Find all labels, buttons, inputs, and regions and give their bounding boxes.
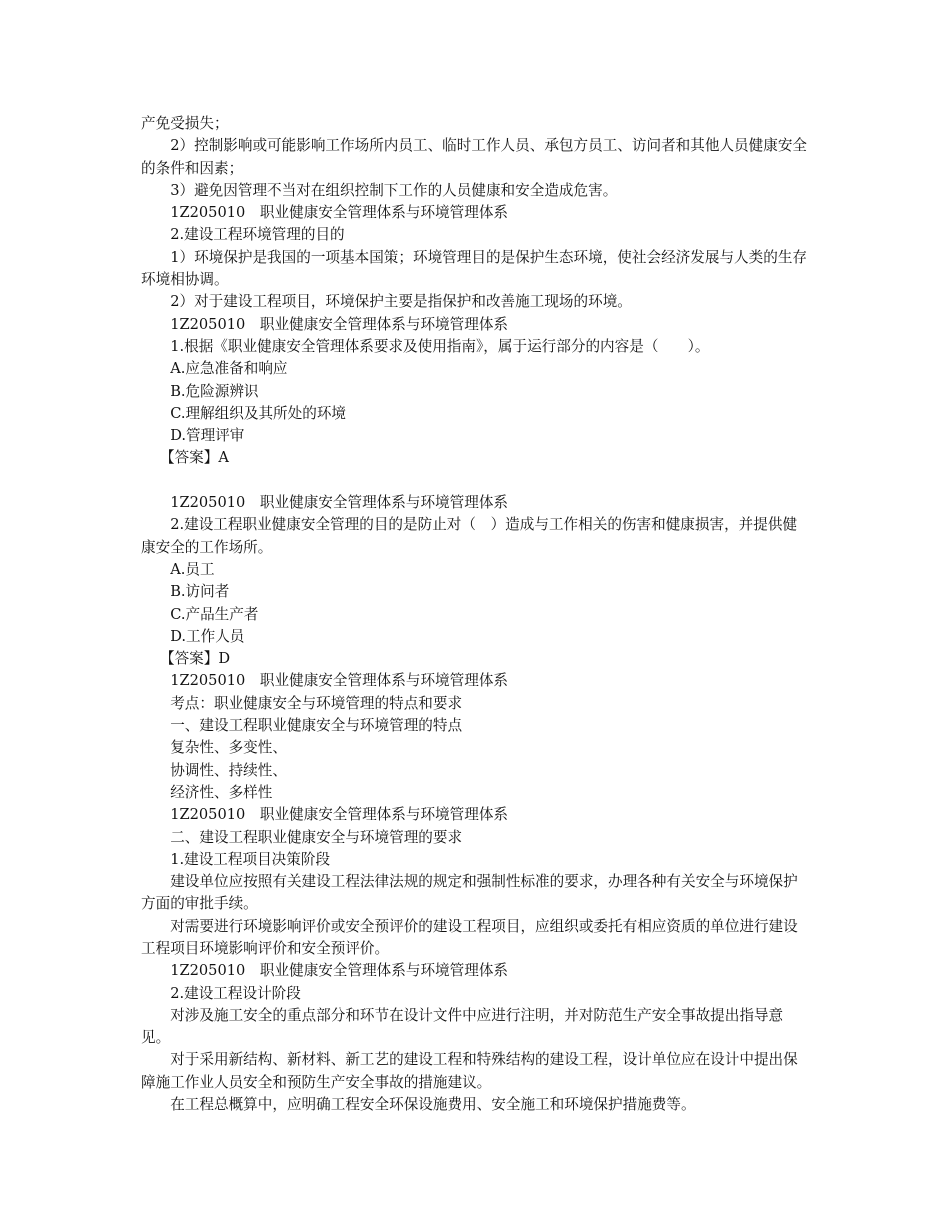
list-item: 经济性、多样性 [170, 783, 273, 801]
option: B.危险源辨识 [170, 382, 259, 400]
option: B.访问者 [170, 583, 230, 601]
option: A.员工 [170, 560, 215, 578]
option: C.产品生产者 [170, 605, 259, 623]
paragraph: 对于采用新结构、新材料、新工艺的建设工程和特殊结构的建设工程，设计单位应在设计中提出保障施工作业人员安全和预防生产安全事故的措施建议。 [141, 1051, 798, 1091]
document-page [141, 113, 811, 1116]
answer: 【答案】A [159, 449, 229, 467]
list-item: 协调性、持续性、 [170, 761, 287, 779]
question: 2.建设工程职业健康安全管理的目的是防止对（ ）造成与工作相关的伤害和健康损害，并提供健康安全的工作场所。 [141, 516, 798, 556]
section-code-heading: 1Z205010 职业健康安全管理体系与环境管理体系 [170, 315, 509, 333]
sub-heading: 2.建设工程设计阶段 [170, 984, 301, 1002]
option: A.应急准备和响应 [170, 360, 288, 378]
sub-heading: 二、建设工程职业健康安全与环境管理的要求 [170, 828, 463, 846]
question: 1.根据《职业健康安全管理体系要求及使用指南》，属于运行部分的内容是（ ）。 [170, 337, 710, 355]
paragraph: 对涉及施工安全的重点部分和环节在设计文件中应进行注明，并对防范生产安全事故提出指导意见。 [141, 1006, 784, 1047]
topic-heading: 考点：职业健康安全与环境管理的特点和要求 [170, 694, 463, 712]
paragraph: 1）环境保护是我国的一项基本国策；环境管理目的是保护生态环境，使社会经济发展与人类的生存环境相协调。 [141, 248, 808, 289]
paragraph: 3）避免因管理不当对在组织控制下工作的人员健康和安全造成危害。 [170, 181, 618, 199]
section-code-heading: 1Z205010 职业健康安全管理体系与环境管理体系 [170, 962, 509, 980]
section-code-heading: 1Z205010 职业健康安全管理体系与环境管理体系 [170, 672, 509, 690]
section-code-heading: 1Z205010 职业健康安全管理体系与环境管理体系 [170, 494, 509, 512]
option: D.管理评审 [170, 427, 245, 445]
sub-heading: 1.建设工程项目决策阶段 [170, 850, 331, 868]
paragraph: 2）控制影响或可能影响工作场所内员工、临时工作人员、承包方员工、访问者和其他人员健康安全的条件和因素； [141, 137, 808, 177]
section-code-heading: 1Z205010 职业健康安全管理体系与环境管理体系 [170, 806, 509, 824]
paragraph: 产免受损失； [141, 115, 229, 132]
paragraph: 2）对于建设工程项目，环境保护主要是指保护和改善施工现场的环境。 [170, 293, 632, 311]
sub-heading: 2.建设工程环境管理的目的 [170, 226, 345, 244]
list-item: 复杂性、多变性、 [170, 739, 287, 757]
section-code-heading: 1Z205010 职业健康安全管理体系与环境管理体系 [170, 204, 509, 222]
answer: 【答案】D [159, 650, 231, 668]
blank-line [141, 470, 811, 492]
option: C.理解组织及其所处的环境 [170, 404, 347, 422]
paragraph: 对需要进行环境影响评价或安全预评价的建设工程项目，应组织或委托有相应资质的单位进行建设工程项目环境影响评价和安全预评价。 [141, 917, 798, 957]
option: D.工作人员 [170, 627, 245, 645]
paragraph: 建设单位应按照有关建设工程法律法规的规定和强制性标准的要求，办理各种有关安全与环境保护方面的审批手续。 [141, 873, 798, 913]
paragraph: 在工程总概算中，应明确工程安全环保设施费用、安全施工和环境保护措施费等。 [170, 1096, 696, 1114]
sub-heading: 一、建设工程职业健康安全与环境管理的特点 [170, 717, 463, 735]
